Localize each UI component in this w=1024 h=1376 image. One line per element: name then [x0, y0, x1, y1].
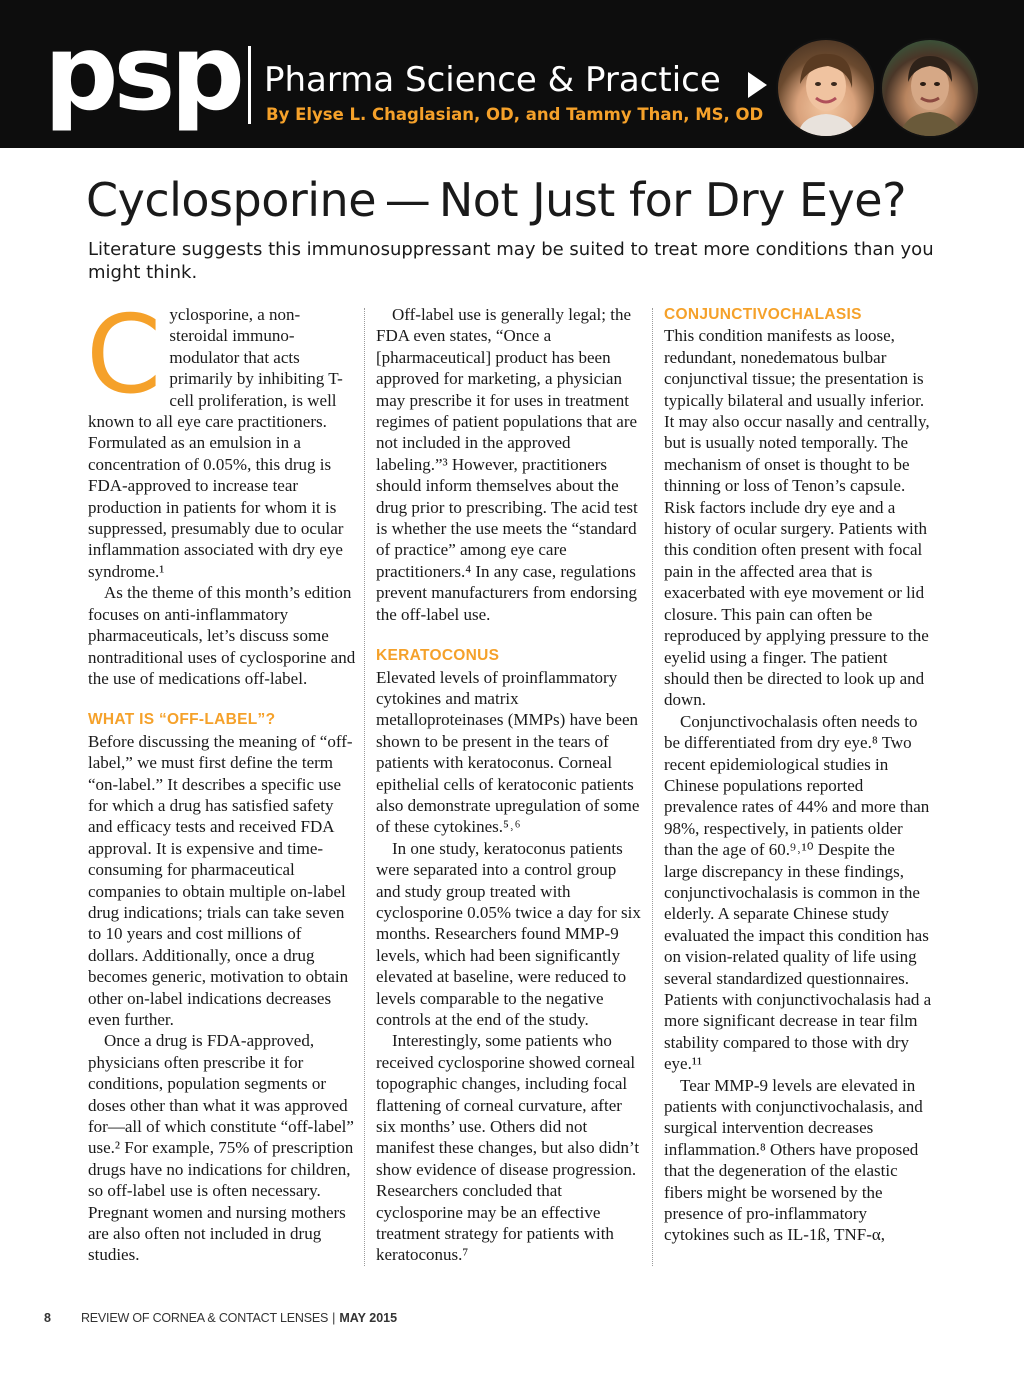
page-number: 8 — [44, 1311, 51, 1325]
section-heading: CONJUNCTIVOCHALASIS — [664, 306, 862, 323]
play-triangle-icon — [748, 72, 767, 98]
text-column-3 — [664, 304, 932, 1246]
article-title: Cyclosporine — Not Just for Dry Eye? — [86, 173, 906, 227]
paragraph: Interestingly, some patients who received cyclosporine showed corneal topographic changes, including focal flattening of corneal curvature, after six months’ use. Others did not manifest these changes, but also didn’t show evidence of disease progression. Researchers concluded that cyclosporine may be an effective treatment strategy for patients with keratoconus.⁷ — [376, 1031, 640, 1265]
author-photo-2 — [880, 38, 980, 138]
paragraph: Conjunctivochalasis often needs to be differentiated from dry eye.⁸ Two recent epidemiological studies in Chinese populations reported prevalence rates of 44% and more than 98%, respectively, in patients older than the age of 60.⁹˒¹⁰ Despite the large discrepancy in these findings, conjunctivochalasis is common in the elderly. A separate Chinese study evaluated the impact this condition has on vision-related quality of life using several standardized questionnaires. Patients with conjunctivochalasis had a more significant decrease in tear film stability compared to those with dry eye.¹¹ — [664, 711, 932, 1074]
section-heading: WHAT IS “OFF-LABEL”? — [88, 711, 276, 729]
paragraph: Tear MMP-9 levels are elevated in patients with conjunctivochalasis, and surgical intervention decreases inflammation.⁸ Others have proposed that the degeneration of the elastic fibers might be worsened by the presence of pro-inflammatory cytokines such as IL-1ß, TNF-α, — [664, 1075, 923, 1245]
paragraph: This condition manifests as loose, redundant, nonedematous bulbar conjunctival tissue; the presentation is typically bilateral and usually inferior. It may also occur nasally and centrally, but is usually noted temporally. The mechanism of onset is thought to be thinning or loss of Tenon’s capsule. Risk factors include dry eye and a history of ocular surgery. Patients with this condition often present with focal pain in the affected area that is exacerbated with eye movement or lid closure. This pain can often be reproduced by applying pressure to the eyelid using a finger. The patient should then be directed to look up and down. — [664, 326, 930, 710]
paragraph: Before discussing the meaning of “off-label,” we must first define the term “on-label.” It describes a specific use for which a drug has satisfied safety and efficacy tests and received FDA approval. It is expensive and time-consuming for pharmaceutical companies to obtain multiple on-label drug indications; trials can take seven to 10 years and cost millions of dollars. Additionally, once a drug becomes generic, motivation to obtain other on-label indications decreases even further. — [88, 731, 353, 1029]
author-photo-1-illustration — [778, 40, 874, 136]
byline: By Elyse L. Chaglasian, OD, and Tammy Than, MS, OD — [266, 105, 764, 124]
text-column-2 — [376, 304, 644, 1266]
column-divider — [364, 308, 365, 1266]
section-heading: KERATOCONUS — [376, 647, 500, 665]
paragraph: Once a drug is FDA-approved, physicians often prescribe it for conditions, population segments or doses other than what it was approved for—all of which constitute “off-label” use.² For example, 75% of prescription drugs have no indications for children, so off-label use is often necessary. Pregnant women and nursing mothers are also often not included in drug studies. — [88, 1031, 354, 1265]
paragraph: In one study, keratoconus patients were separated into a control group and study group treated with cyclosporine 0.05% twice a day for six months. Researchers found MMP-9 levels, which had been significantly elevated at baseline, were reduced to levels comparable to the negative controls at the end of the study. — [376, 838, 641, 1029]
footer-separator: | — [332, 1311, 336, 1325]
author-photo-1 — [776, 38, 876, 138]
article-deck: Literature suggests this immunosuppressant may be suited to treat more conditions than you might think. — [88, 239, 934, 283]
issue-date: MAY 2015 — [339, 1311, 398, 1325]
paragraph: As the theme of this month’s edition focuses on anti-inflammatory pharmaceuticals, let’s discuss some nontraditional uses of cyclosporine and the use of medications off-label. — [88, 583, 356, 688]
page-footer — [44, 1308, 397, 1328]
text-column-1 — [86, 293, 356, 1266]
column-divider — [652, 308, 653, 1266]
logo-divider — [248, 46, 251, 124]
paragraph: Elevated levels of proinflammatory cytokines and matrix metalloproteinases (MMPs) have been shown to be present in the tears of patients with keratoconus. Corneal epithelial cells of keratoconic patients also demonstrate upregulation of some of these cytokines.⁵˒⁶ — [376, 667, 640, 837]
author-photo-2-illustration — [882, 40, 978, 136]
psp-logo: psp — [44, 12, 240, 134]
section-name: Pharma Science & Practice — [264, 60, 721, 100]
drop-cap: C — [86, 293, 162, 418]
paragraph: yclosporine, a non-steroidal immuno-modulator that acts primarily by inhibiting T-cell proliferation, is well known to all eye care practitioners. Formulated as an emulsion in a concentration of 0.05%, this drug is FDA-approved to increase tear production in patients for whom it is suppressed, presumably due to ocular inflammation associated with dry eye syndrome.¹ — [88, 305, 344, 581]
publication-name: REVIEW OF CORNEA & CONTACT LENSES — [80, 1311, 329, 1325]
header-banner — [0, 0, 1024, 148]
paragraph: Off-label use is generally legal; the FDA even states, “Once a [pharmaceutical] product has been approved for marketing, a physician may prescribe it for uses in treatment regimes of patient populations that are not included in the approved labeling.”³ However, practitioners should inform themselves about the drug prior to prescribing. The acid test is whether the use meets the “standard of practice” among eye care practitioners.⁴ In any case, regulations prevent manufacturers from endorsing the off-label use. — [376, 305, 638, 624]
